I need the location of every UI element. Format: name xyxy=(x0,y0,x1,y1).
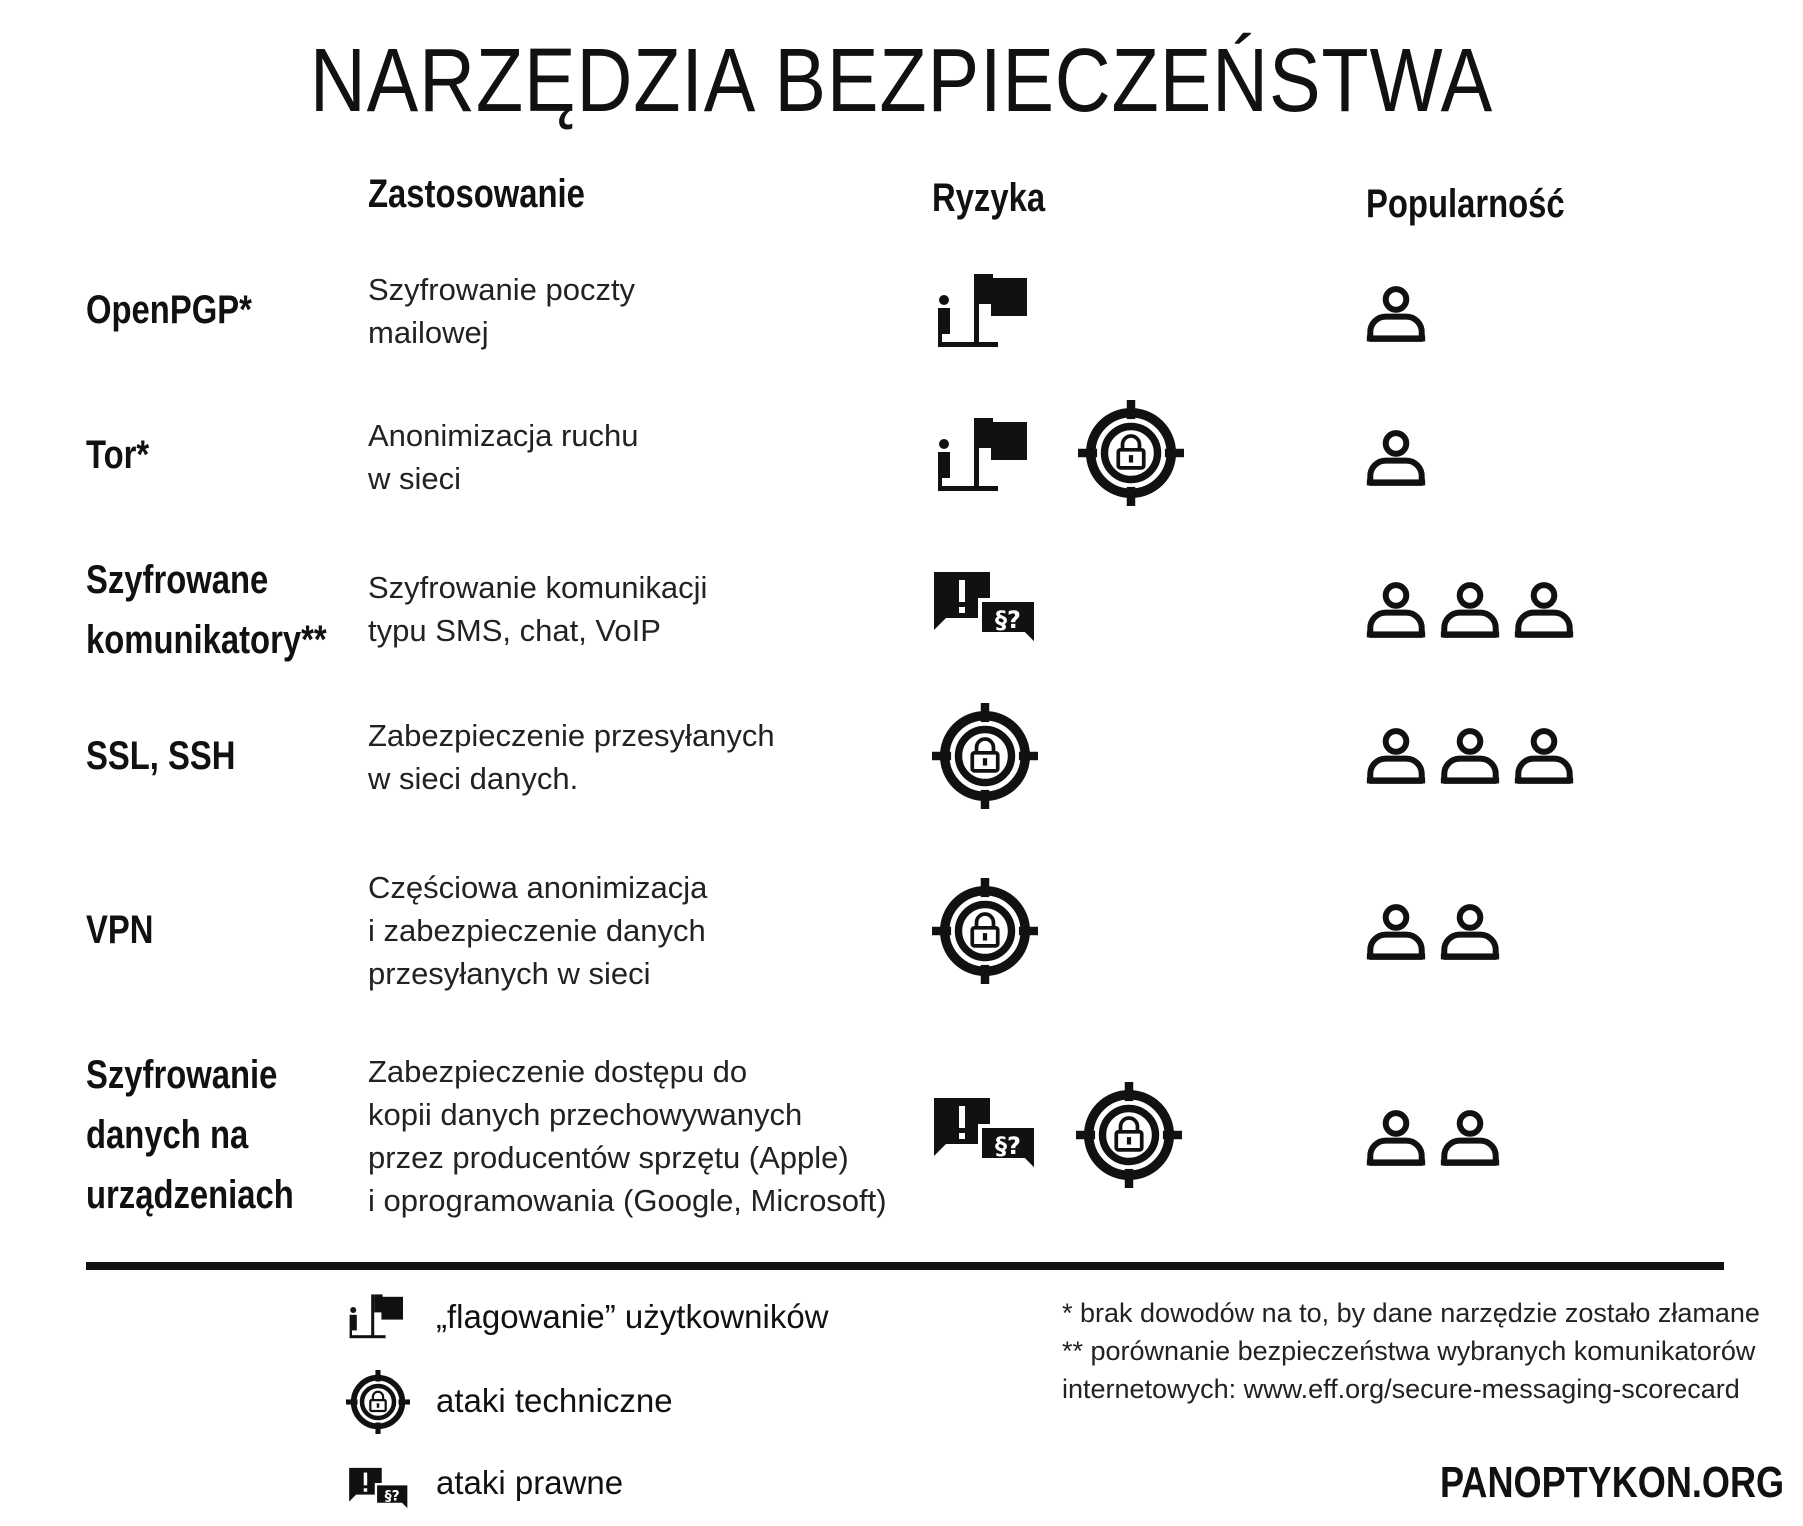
target-lock-icon xyxy=(1076,1082,1182,1188)
person-icon xyxy=(1440,726,1500,786)
legal-speech-icon xyxy=(348,1466,412,1514)
person-icon xyxy=(1440,580,1500,640)
divider xyxy=(86,1262,1724,1270)
person-icon xyxy=(1440,1108,1500,1168)
row-name-openpgp: OpenPGP* xyxy=(86,288,252,332)
flag-user-icon xyxy=(932,414,1032,494)
footnotes xyxy=(1062,1294,1760,1408)
row-desc-messengers: Szyfrowanie komunikacji typu SMS, chat, VoIP xyxy=(368,570,708,648)
target-lock-icon xyxy=(346,1370,410,1434)
person-icon xyxy=(1366,428,1426,488)
person-icon xyxy=(1514,726,1574,786)
legal-speech-icon xyxy=(932,570,1042,650)
target-lock-icon xyxy=(1078,400,1184,506)
row-desc-vpn: Częściowa anonimizacja i zabezpieczenie danych przesyłanych w sieci xyxy=(368,870,708,991)
footnote-2-cont: internetowych: www.eff.org/secure-messaging-scorecard xyxy=(1062,1374,1740,1404)
person-icon xyxy=(1440,902,1500,962)
legend-label-legal: ataki prawne xyxy=(436,1464,624,1501)
row-desc-device-encryption: Zabezpieczenie dostępu do kopii danych przechowywanych przez producentów sprzętu (Apple) i oprogramowania (Google, Microsoft) xyxy=(368,1054,887,1218)
row-name-messengers: Szyfrowane komunikatory** xyxy=(86,558,327,662)
row-name-tor: Tor* xyxy=(86,433,150,477)
target-lock-icon xyxy=(932,878,1038,984)
page-title: NARZĘDZIA BEZPIECZEŃSTWA xyxy=(309,31,1494,131)
person-icon xyxy=(1366,580,1426,640)
column-header-risks: Ryzyka xyxy=(932,176,1046,220)
row-desc-ssl-ssh: Zabezpieczenie przesyłanych w sieci danych. xyxy=(368,718,775,796)
legend-label-flagging: „flagowanie” użytkowników xyxy=(436,1298,829,1335)
person-icon xyxy=(1366,1108,1426,1168)
flag-user-icon xyxy=(346,1292,406,1340)
brand-logo-text: PANOPTYKON.ORG xyxy=(1440,1458,1785,1507)
column-header-usage: Zastosowanie xyxy=(368,172,585,216)
column-header-popularity: Popularność xyxy=(1366,182,1565,226)
target-lock-icon xyxy=(932,703,1038,809)
row-name-device-encryption: Szyfrowanie danych na urządzeniach xyxy=(86,1053,294,1217)
legend-label-technical: ataki techniczne xyxy=(436,1382,673,1419)
row-name-vpn: VPN xyxy=(86,908,154,952)
footnote-1: * brak dowodów na to, by dane narzędzie zostało złamane xyxy=(1062,1298,1760,1328)
legal-speech-icon xyxy=(932,1096,1042,1176)
footnote-2: ** porównanie bezpieczeństwa wybranych komunikatorów xyxy=(1062,1336,1756,1366)
row-name-ssl-ssh: SSL, SSH xyxy=(86,734,236,778)
row-desc-openpgp: Szyfrowanie poczty mailowej xyxy=(368,272,636,350)
row-desc-tor: Anonimizacja ruchu w sieci xyxy=(368,418,639,496)
person-icon xyxy=(1366,726,1426,786)
person-icon xyxy=(1514,580,1574,640)
flag-user-icon xyxy=(932,270,1032,350)
person-icon xyxy=(1366,284,1426,344)
person-icon xyxy=(1366,902,1426,962)
